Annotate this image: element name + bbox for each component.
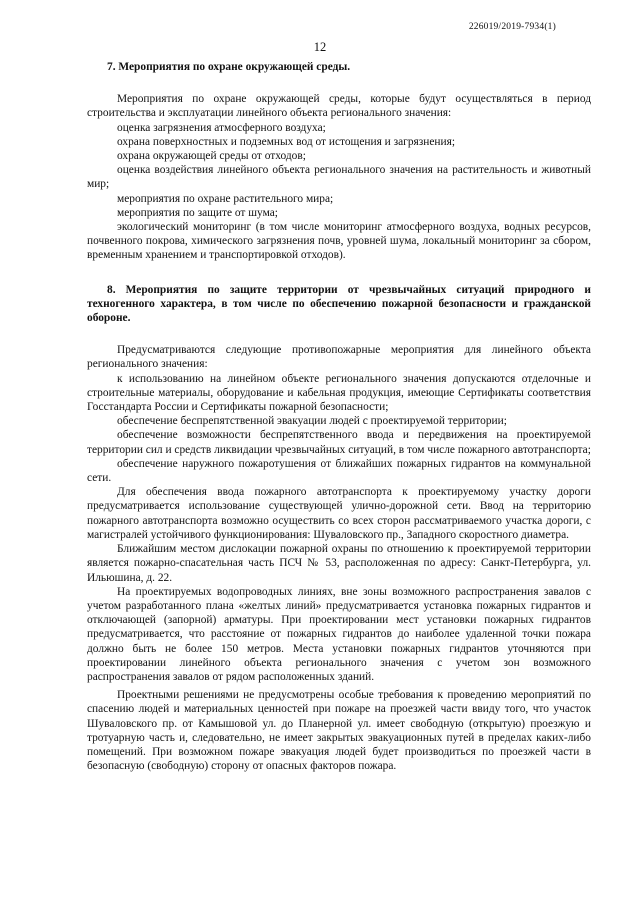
section-8-item: к использованию на линейном объекте регионального значения допускаются отделочные и строительные материалы, оборудование и кабельная продукция, имеющие Сертификаты соответствия Госстандарта России и Сертификаты пожарной безопасности;	[87, 372, 591, 414]
document-number: 226019/2019-7934(1)	[468, 22, 556, 32]
section-7-heading: 7. Мероприятия по охране окружающей среды.	[107, 61, 351, 73]
section-7-item: экологический мониторинг (в том числе мониторинг атмосферного воздуха, водных ресурсов, почвенного покрова, химического загрязнения почв, уровней шума, локальный мониторинг за сбором, временным хранением и транспортировкой отходов).	[87, 221, 591, 262]
section-7-item: охрана окружающей среды от отходов;	[117, 150, 306, 163]
section-8-item: обеспечение беспрепятственной эвакуации людей с проектируемой территории;	[117, 415, 507, 428]
section-7-item: мероприятия по защите от шума;	[117, 206, 278, 219]
section-8-paragraph: Для обеспечения ввода пожарного автотранспорта к проектируемому участку дороги предусматривается использование существующей улично-дорожной сети. Ввод на территорию пожарного автотранспорта возможно осуществить со всех сторон рассматриваемого участка дороги, с магистралей устойчивого функционирования: Шуваловского пр., Западного скоростного диаметра.	[87, 486, 591, 541]
section-7-item: мероприятия по охране растительного мира;	[117, 192, 334, 205]
section-7-item: оценка загрязнения атмосферного воздуха;	[117, 121, 326, 134]
section-7-intro: Мероприятия по охране окружающей среды, которые будут осуществляться в период строительства и эксплуатации линейного объекта регионального значения:	[87, 93, 591, 120]
section-8-paragraph: На проектируемых водопроводных линиях, вне зоны возможного распространения завалов с учетом разработанного плана «желтых линий» предусматривается установка пожарных гидрантов и отключающей (запорной) арматуры. При проектировании мест установки пожарных гидрантов предусматривается, что расстояние от пожарных гидрантов до наиболее удаленной точки пожара должно быть не более 150 метров. Места установки пожарных гидрантов уточняются при проектировании линейного объекта регионального значения с учетом зон возможного распространения завалов от рядом расположенных зданий.	[87, 585, 591, 683]
section-8-item: обеспечение возможности беспрепятственного ввода и передвижения на проектируемой территории сил и средств ликвидации чрезвычайных ситуаций, в том числе пожарного автотранспорта;	[87, 429, 591, 456]
section-7-item: охрана поверхностных и подземных вод от истощения и загрязнения;	[117, 135, 456, 148]
section-7-item: оценка воздействия линейного объекта регионального значения на растительность и животный мир;	[87, 164, 591, 191]
section-8-paragraph: Ближайшим местом дислокации пожарной охраны по отношению к проектируемой территории является пожарно-спасательная часть ПСЧ № 53, расположенная по адресу: Санкт-Петербурга, ул. Ильюшина, д. 22.	[87, 543, 591, 584]
page-body	[87, 60, 591, 773]
section-8-item: обеспечение наружного пожаротушения от ближайших пожарных гидрантов на коммунальной сети.	[87, 457, 591, 485]
section-8-heading: 8. Мероприятия по защите территории от чрезвычайных ситуаций природного и техногенного характера, в том числе по обеспечению пожарной безопасности и гражданской обороне.	[87, 283, 591, 325]
page-number: 12	[313, 40, 327, 54]
section-8-paragraph: Проектными решениями не предусмотрены особые требования к проведению мероприятий по спасению людей и материальных ценностей при пожаре на проезжей части ввиду того, что участок Шуваловского пр. от Камышовой ул. до Планерной ул. имеет свободную (открытую) проезжую и тротуарную часть и, следовательно, не имеет закрытых эвакуационных путей в пределах каких-либо помещений. При возможном пожаре эвакуация людей будет производиться по проезжей части в безопасную (свободную) сторону от опасных факторов пожара.	[87, 689, 591, 773]
section-8-intro: Предусматриваются следующие противопожарные мероприятия для линейного объекта регионального значения:	[87, 344, 591, 371]
